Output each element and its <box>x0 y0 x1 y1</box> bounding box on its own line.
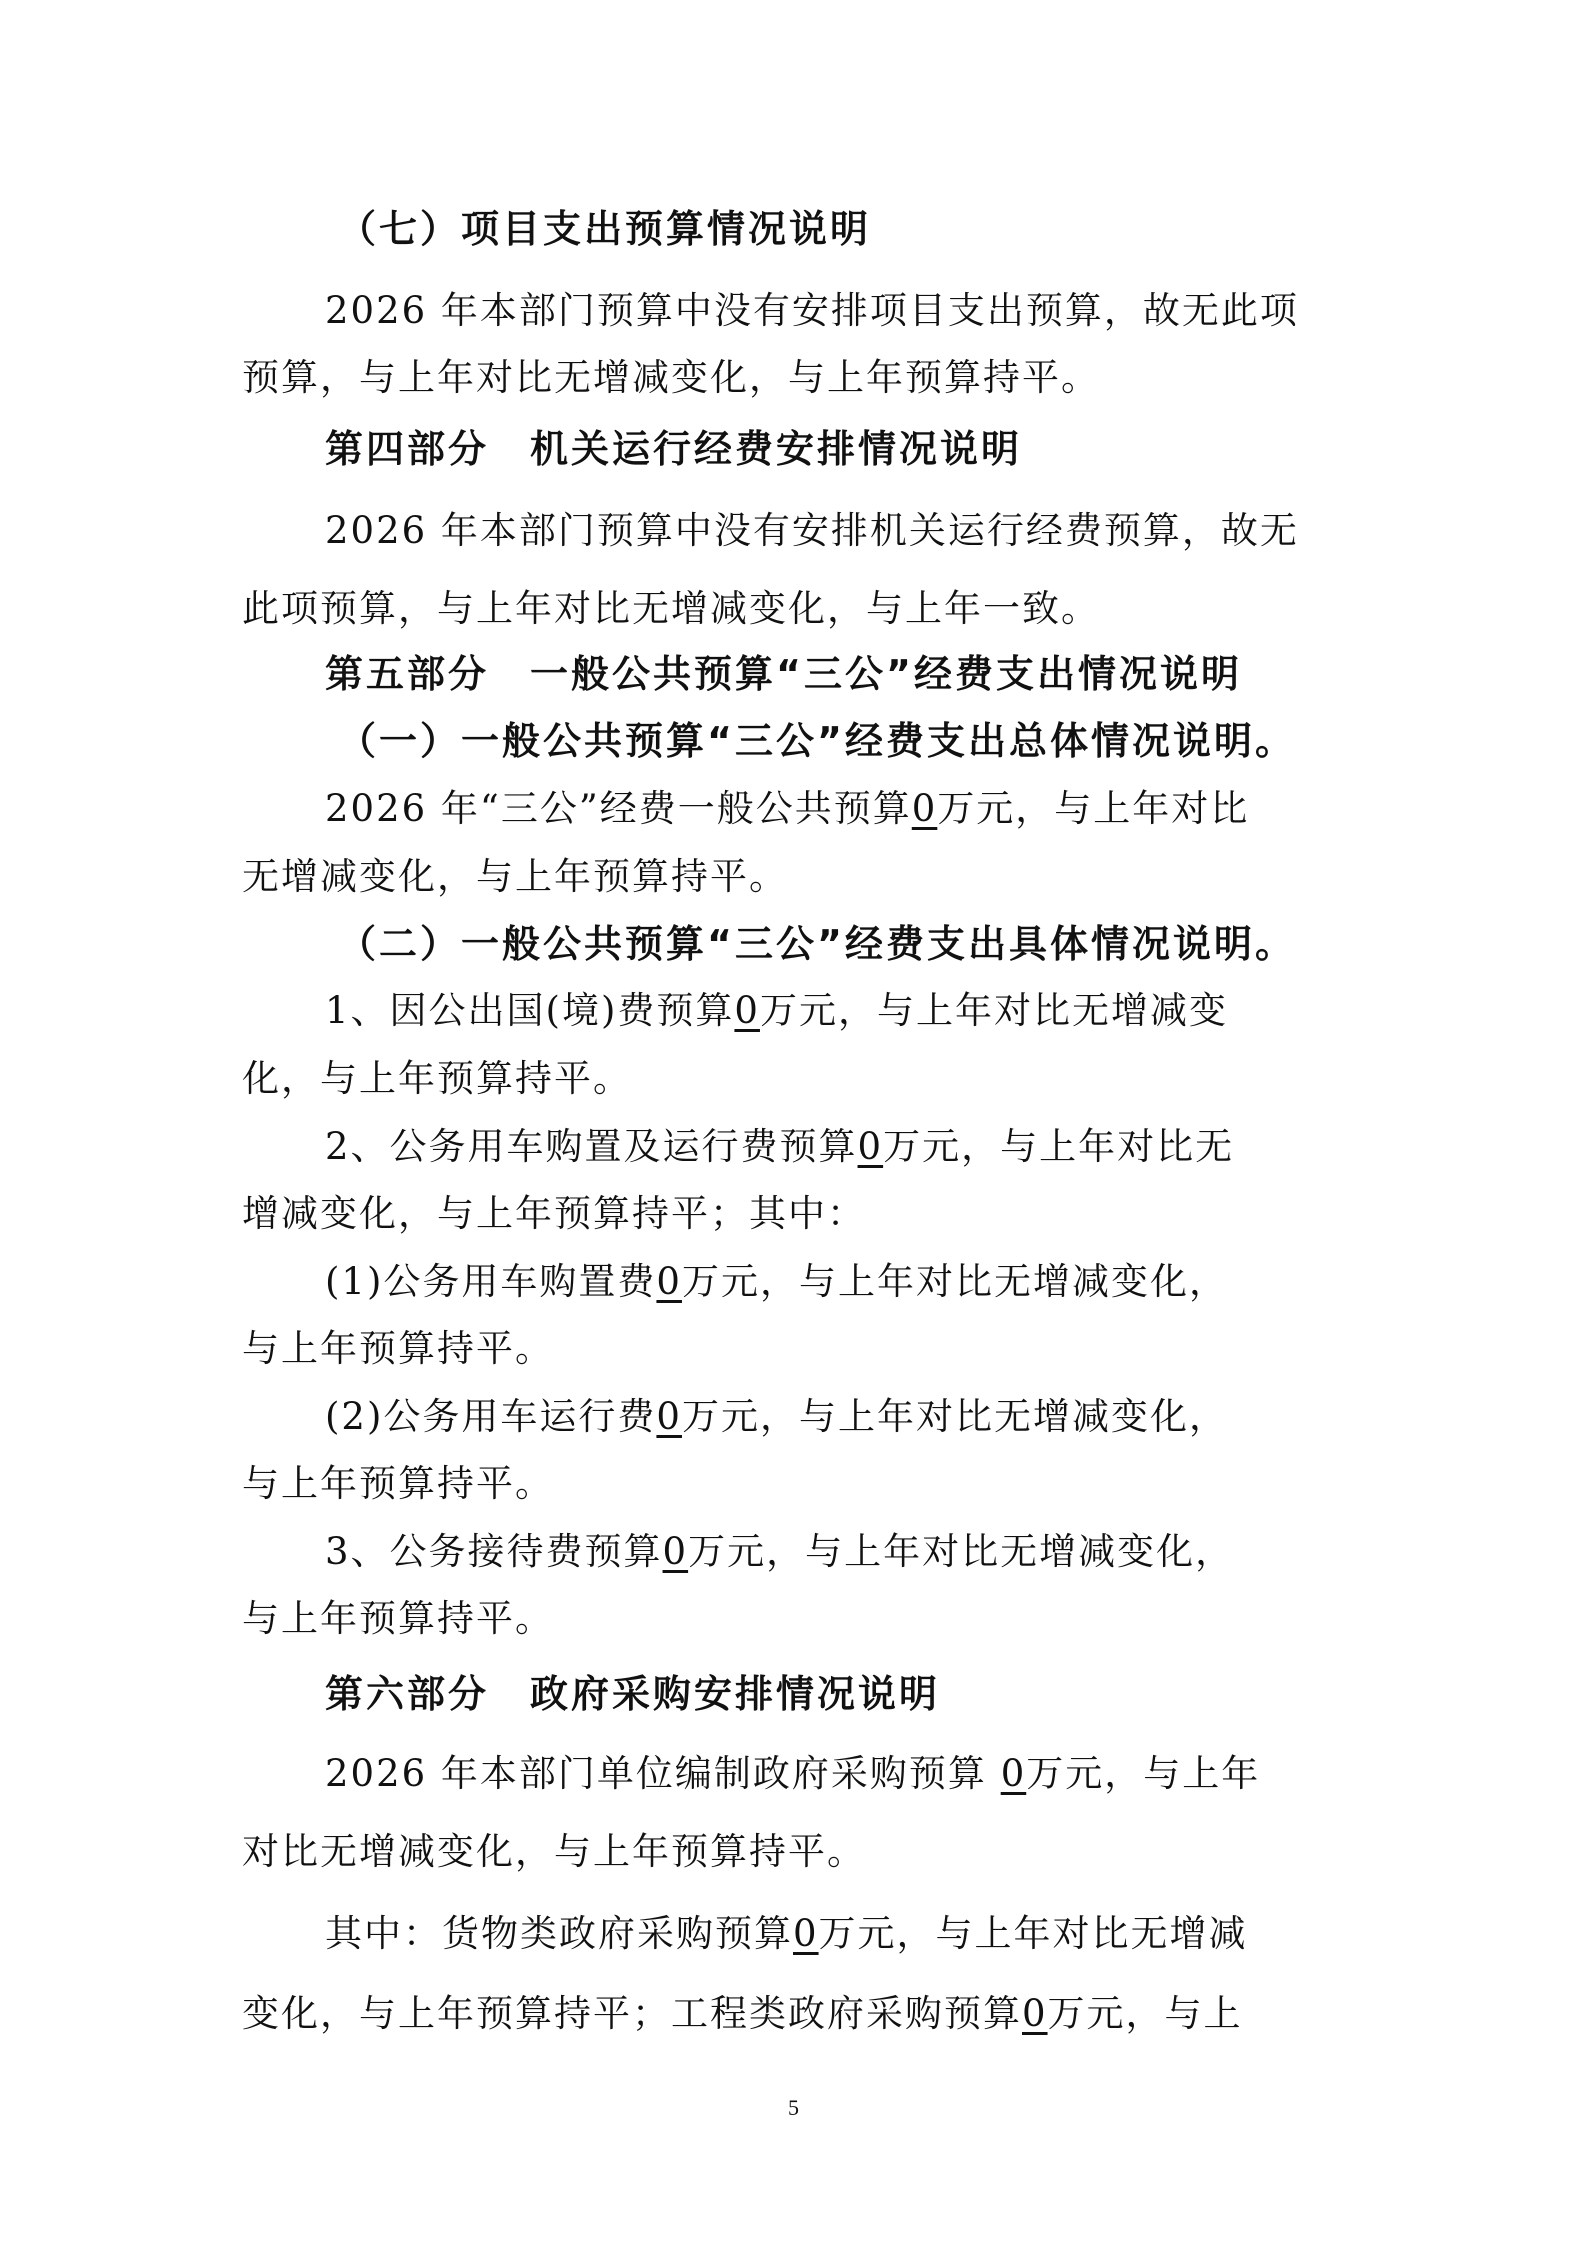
paragraph-line <box>325 1530 1435 1573</box>
text-segment: 万元，与上年对比无增减变化， <box>681 1260 1228 1303</box>
section-heading-5-2: （二）一般公共预算“三公”经费支出具体情况说明。 <box>338 922 1296 966</box>
paragraph-line: 预算，与上年对比无增减变化，与上年预算持平。 <box>242 356 1100 399</box>
paragraph-line: 2026 年本部门预算中没有安排机关运行经费预算，故无 <box>325 509 1299 552</box>
paragraph-line: 2026 年本部门预算中没有安排项目支出预算，故无此项 <box>325 289 1299 332</box>
amount-value: 0 <box>656 1260 682 1303</box>
amount-value: 0 <box>662 1530 689 1573</box>
amount-value: 0 <box>911 787 938 830</box>
amount-value: 0 <box>1022 1992 1048 2035</box>
paragraph-line <box>325 787 1435 830</box>
part-heading-4: 第四部分 机关运行经费安排情况说明 <box>325 427 1023 471</box>
paragraph-line <box>325 989 1435 1032</box>
paragraph-line: 对比无增减变化，与上年预算持平。 <box>242 1830 866 1873</box>
text-segment: 万元，与上年对比无增减 <box>818 1912 1248 1955</box>
text-segment: 3、公务接待费预算 <box>325 1530 663 1573</box>
paragraph-line: 此项预算，与上年对比无增减变化，与上年一致。 <box>242 587 1100 630</box>
paragraph-line: 无增减变化，与上年预算持平。 <box>242 855 788 898</box>
text-segment: 万元，与上年对比无增减变 <box>759 989 1228 1032</box>
text-segment: (2)公务用车运行费 <box>325 1395 657 1438</box>
amount-value: 0 <box>857 1125 884 1168</box>
paragraph-line <box>325 1912 1435 1955</box>
amount-value: 0 <box>656 1395 682 1438</box>
paragraph-line: 与上年预算持平。 <box>242 1462 554 1505</box>
text-segment: (1)公务用车购置费 <box>325 1260 657 1303</box>
paragraph-line: 增减变化，与上年预算持平；其中： <box>242 1192 866 1235</box>
amount-value: 0 <box>793 1912 819 1955</box>
text-segment: 万元，与上年对比无增减变化， <box>688 1530 1235 1573</box>
paragraph-line <box>325 1395 1435 1438</box>
amount-value: 0 <box>734 989 760 1032</box>
paragraph-line <box>325 1125 1435 1168</box>
page-number: 5 <box>788 2095 799 2120</box>
paragraph-line <box>242 1992 1352 2035</box>
paragraph-line: 与上年预算持平。 <box>242 1597 554 1640</box>
text-segment: 2026 年“三公”经费一般公共预算 <box>325 787 912 830</box>
text-segment: 2、公务用车购置及运行费预算 <box>325 1125 858 1168</box>
paragraph-line: 与上年预算持平。 <box>242 1327 554 1370</box>
amount-value: 0 <box>1000 1752 1027 1795</box>
paragraph-line <box>325 1260 1435 1303</box>
text-segment: 其中：货物类政府采购预算 <box>325 1912 793 1955</box>
section-heading-7: （七）项目支出预算情况说明 <box>338 207 872 251</box>
paragraph-line: 化，与上年预算持平。 <box>242 1057 632 1100</box>
paragraph-line <box>325 1752 1435 1795</box>
text-segment: 2026 年本部门单位编制政府采购预算 <box>325 1752 1001 1795</box>
text-segment: 1、因公出国(境)费预算 <box>325 989 735 1032</box>
text-segment: 万元，与上年对比无 <box>883 1125 1235 1168</box>
text-segment: 万元，与上年对比 <box>937 787 1250 830</box>
text-segment: 变化，与上年预算持平；工程类政府采购预算 <box>242 1992 1022 2035</box>
part-heading-5: 第五部分 一般公共预算“三公”经费支出情况说明 <box>325 652 1242 696</box>
text-segment: 万元，与上 <box>1047 1992 1243 2035</box>
text-segment: 万元，与上年对比无增减变化， <box>681 1395 1228 1438</box>
part-heading-6: 第六部分 政府采购安排情况说明 <box>325 1672 941 1716</box>
text-segment: 万元，与上年 <box>1026 1752 1261 1795</box>
section-heading-5-1: （一）一般公共预算“三公”经费支出总体情况说明。 <box>338 719 1296 763</box>
